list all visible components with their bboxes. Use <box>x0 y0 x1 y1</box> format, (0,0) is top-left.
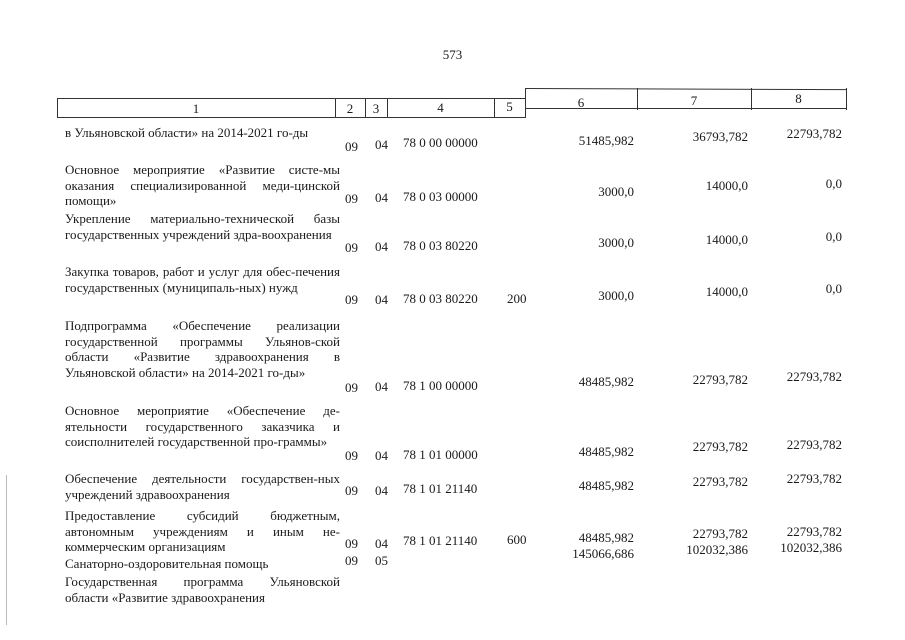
row-col-2: 09 <box>345 139 358 154</box>
row-description: Подпрограмма «Обеспечение реализации государственной программы Ульянов-ской области «Развитие здравоохранения в Ульяновской области» на 2014-2021 го-ды» <box>65 318 340 380</box>
header-col-4: 4 <box>437 100 444 115</box>
header-col-5: 5 <box>506 99 513 114</box>
header-col-6: 6 <box>577 95 585 110</box>
row-col-4: 78 1 00 00000 <box>403 378 478 393</box>
header-bottom-border-left <box>57 117 525 118</box>
row-description: Основное мероприятие «Обеспечение де-ятельности государственного заказчика и соисполнителей государственной про-граммы» <box>65 403 340 449</box>
row-description: Закупка товаров, работ и услуг для обес-печения государственных (муниципаль-ных) нужд <box>65 264 340 295</box>
row-col-7: 22793,782 <box>692 526 748 541</box>
row-description: Санаторно-оздоровительная помощь <box>65 556 269 571</box>
row-col-2: 09 <box>345 191 358 206</box>
row-description: в Ульяновской области» на 2014-2021 го-ды <box>65 125 309 140</box>
row-description: Обеспечение деятельности государствен-ных учреждений здравоохранения <box>65 471 340 502</box>
header-col-1: 1 <box>192 101 200 116</box>
row-col-5: 200 <box>507 291 527 306</box>
header-col-2: 2 <box>346 101 354 116</box>
row-col-8: 22793,782 <box>786 126 842 141</box>
row-col-4: 78 1 01 00000 <box>403 447 478 462</box>
row-col-6: 48485,982 <box>578 374 634 389</box>
row-col-7: 14000,0 <box>705 232 748 247</box>
row-col-3: 05 <box>375 553 388 568</box>
header-col-3: 3 <box>372 101 380 116</box>
row-col-2: 09 <box>345 553 358 568</box>
row-col-6: 3000,0 <box>598 235 634 250</box>
row-col-4: 78 0 00 00000 <box>403 135 478 150</box>
table-header <box>57 88 847 118</box>
row-description: Предоставление субсидий бюджетным, автономным учреждениям и иным не-коммерческим организациям <box>65 508 340 554</box>
row-col-7: 14000,0 <box>705 178 748 193</box>
row-col-4: 78 0 03 80220 <box>403 238 478 253</box>
row-col-6: 48485,982 <box>578 444 634 459</box>
row-col-6: 48485,982 <box>578 530 634 545</box>
row-description: Укрепление материально-технической базы государственных учреждений здра-воохранения <box>65 211 340 242</box>
row-col-6: 145066,686 <box>572 546 634 561</box>
row-col-7: 102032,386 <box>686 542 748 557</box>
row-col-8: 0,0 <box>825 229 842 244</box>
row-col-8: 0,0 <box>825 176 842 191</box>
row-col-2: 09 <box>345 483 358 498</box>
row-col-6: 48485,982 <box>578 478 634 493</box>
row-col-4: 78 1 01 21140 <box>403 533 478 548</box>
row-col-5: 600 <box>507 532 527 547</box>
row-col-2: 09 <box>345 448 358 463</box>
scan-margin-line <box>6 475 7 625</box>
row-description: Государственная программа Ульяновской области «Развитие здравоохранения <box>65 574 340 605</box>
header-col-7: 7 <box>690 93 698 108</box>
row-col-8: 102032,386 <box>780 540 842 555</box>
row-col-4: 78 0 03 00000 <box>403 189 478 204</box>
row-col-3: 04 <box>375 483 388 498</box>
row-col-6: 3000,0 <box>598 184 634 199</box>
row-col-8: 22793,782 <box>786 524 842 539</box>
row-col-2: 09 <box>345 240 358 255</box>
row-col-8: 22793,782 <box>786 369 842 384</box>
row-col-3: 04 <box>375 448 388 463</box>
row-col-3: 04 <box>375 292 388 307</box>
row-col-7: 36793,782 <box>692 129 748 144</box>
row-col-8: 0,0 <box>825 281 842 296</box>
row-col-7: 22793,782 <box>692 372 748 387</box>
row-col-7: 22793,782 <box>692 439 748 454</box>
row-col-8: 22793,782 <box>786 437 842 452</box>
row-col-3: 04 <box>375 536 388 551</box>
row-col-4: 78 1 01 21140 <box>403 481 478 496</box>
header-top-border-left <box>57 98 525 99</box>
header-col-8: 8 <box>795 91 802 106</box>
row-col-2: 09 <box>345 536 358 551</box>
row-col-3: 04 <box>375 239 388 254</box>
row-col-6: 3000,0 <box>598 288 634 303</box>
row-col-3: 04 <box>375 190 388 205</box>
row-col-7: 22793,782 <box>692 474 748 489</box>
row-col-2: 09 <box>345 292 358 307</box>
row-col-2: 09 <box>345 380 358 395</box>
row-col-7: 14000,0 <box>705 284 748 299</box>
header-divider <box>846 88 847 110</box>
row-col-4: 78 0 03 80220 <box>403 291 478 306</box>
row-col-3: 04 <box>375 137 388 152</box>
row-col-6: 51485,982 <box>578 133 634 148</box>
row-col-3: 04 <box>375 379 388 394</box>
header-top-border-right <box>525 88 847 90</box>
row-col-8: 22793,782 <box>786 471 842 486</box>
page-number: 573 <box>442 47 463 62</box>
row-description: Основное мероприятие «Развитие систе-мы оказания специализированной меди-цинской помощи» <box>65 162 340 208</box>
